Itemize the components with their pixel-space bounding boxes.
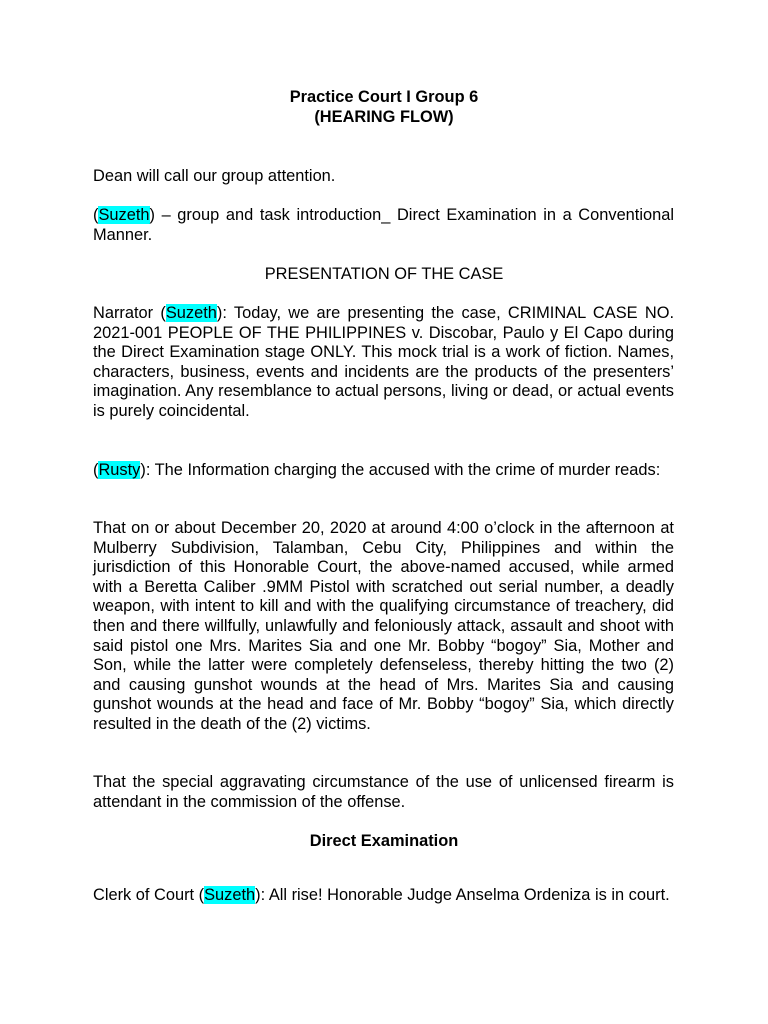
clerk-prefix: Clerk of Court ( (93, 886, 205, 904)
highlighted-name: Rusty (98, 461, 141, 479)
clerk-text: ): All rise! Honorable Judge Anselma Ordeniza is in court. (255, 886, 670, 904)
narrator-paragraph (93, 304, 674, 422)
document-title: Practice Court I Group 6 (289, 88, 479, 106)
rusty-prefix: ( (93, 461, 99, 479)
narrator-prefix: Narrator ( (93, 304, 166, 322)
rusty-paragraph (93, 461, 674, 481)
aggravating-paragraph: That the special aggravating circumstance of the use of unlicensed firearm is attendant in the commission of the offense. (93, 773, 674, 811)
intro2-open: ( (93, 206, 99, 224)
information-paragraph: That on or about December 20, 2020 at around 4:00 o’clock in the afternoon at Mulberry Subdivision, Talamban, Cebu City, Philippines and within the jurisdiction of this Honorable Court, the above-named accused, while armed with a Beretta Caliber .9MM Pistol with scratched out serial number, a deadly weapon, with intent to kill and with the qualifying circumstance of treachery, did then and there willfully, unlawfully and feloniously attack, assault and shoot with said pistol one Mrs. Marites Sia and one Mr. Bobby “bogoy” Sia, Mother and Son, while the latter were completely defenseless, thereby hitting the two (2) and causing gunshot wounds at the head of Mrs. Marites Sia and causing gunshot wounds at the head and face of Mr. Bobby “bogoy” Sia, which directly resulted in the death of the (2) victims. (93, 519, 674, 733)
intro2-text: ) – group and task introduction_ Direct Examination in a Conventional Manner. (93, 206, 674, 244)
intro-paragraph: Dean will call our group attention. (93, 167, 336, 185)
document-subtitle: (HEARING FLOW) (314, 108, 454, 126)
intro2-paragraph (93, 206, 674, 245)
rusty-text: ): The Information charging the accused with the crime of murder reads: (140, 461, 661, 479)
narrator-text: ): Today, we are presenting the case, CRIMINAL CASE NO. 2021-001 PEOPLE OF THE PHILIPPINES v. Discobar, Paulo y El Capo during the Direct Examination stage ONLY. This mock trial is a work of fiction. Names, characters, business, events and incidents are the products of the presenters’ imagination. Any resemblance to actual persons, living or dead, or actual events is purely coincidental. (93, 304, 675, 420)
highlighted-name: Suzeth (165, 304, 217, 322)
highlighted-name: Suzeth (98, 206, 150, 224)
highlighted-name: Suzeth (204, 886, 256, 904)
clerk-paragraph (93, 886, 674, 906)
section-heading-direct-examination: Direct Examination (309, 832, 459, 850)
section-heading-presentation: PRESENTATION OF THE CASE (264, 265, 504, 283)
